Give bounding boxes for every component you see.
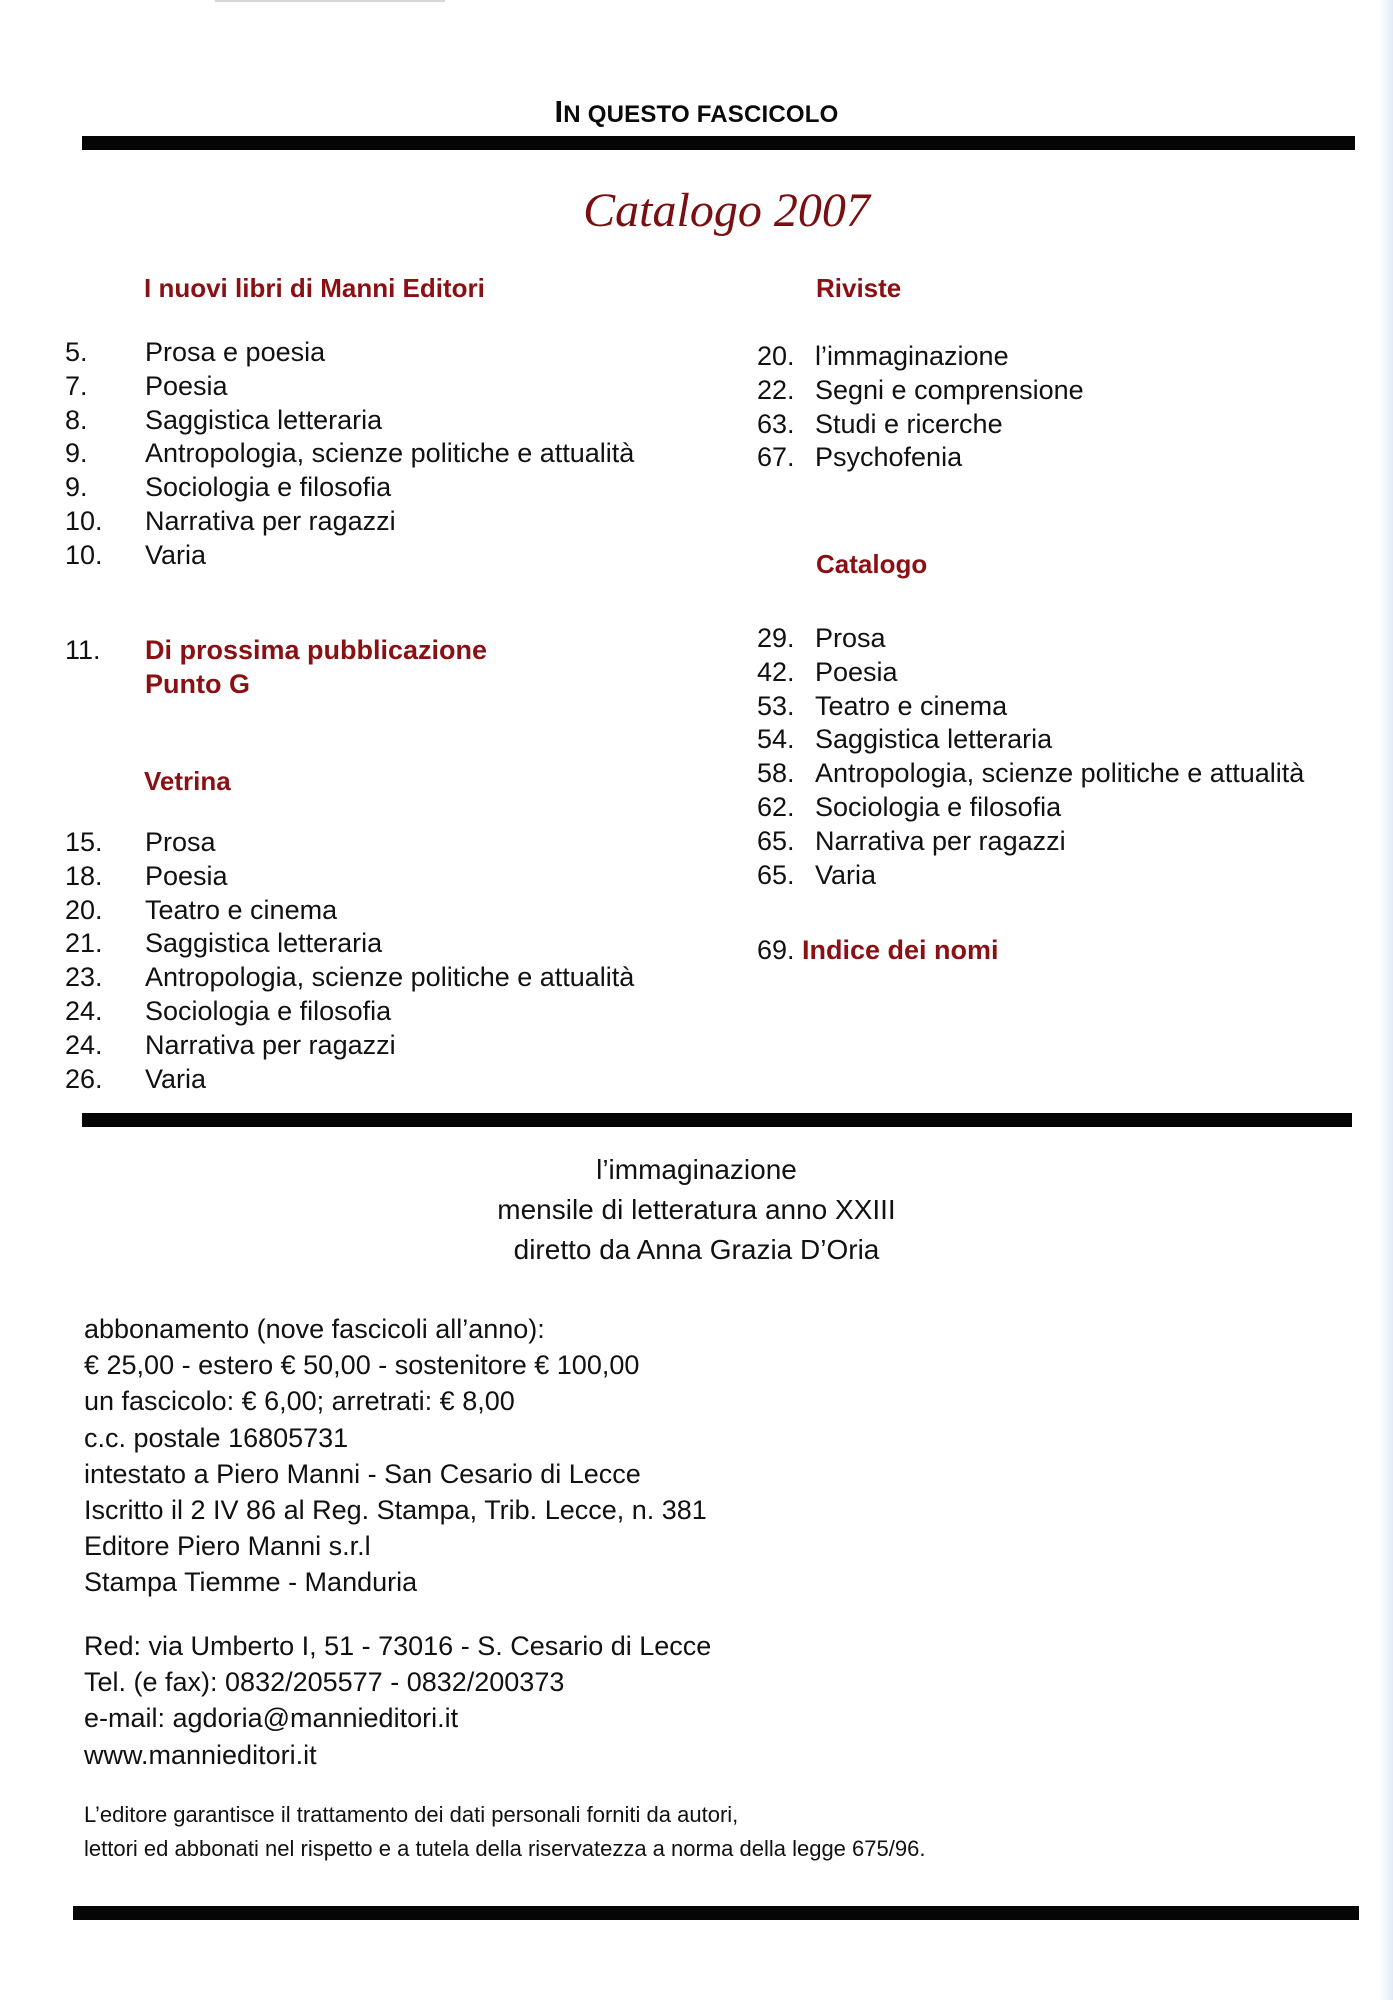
toc-label: Varia <box>145 539 207 570</box>
contact-info <box>84 1628 711 1773</box>
toc-label: Sociologia e filosofia <box>145 995 392 1026</box>
subscription-line: abbonamento (nove fascicoli all’anno): <box>84 1314 545 1344</box>
toc-page: 21. <box>65 928 103 959</box>
subscription-line: € 25,00 - estero € 50,00 - sostenitore € 100,00 <box>84 1350 640 1381</box>
toc-item-indice[interactable] <box>757 934 999 968</box>
toc-item[interactable] <box>757 757 1304 791</box>
heading-riviste: Riviste <box>816 273 902 303</box>
catalog-title: Catalogo 2007 <box>583 184 870 237</box>
toc-label: Poesia <box>815 656 898 687</box>
toc-page: 24. <box>65 1029 103 1060</box>
subscription-line: Stampa Tiemme - Manduria <box>84 1567 418 1598</box>
toc-item[interactable] <box>757 791 1304 825</box>
toc-label-indice: Indice dei nomi <box>802 935 999 965</box>
masthead-journal: l’immaginazione <box>596 1154 797 1185</box>
toc-page: 10. <box>65 505 103 536</box>
toc-item[interactable] <box>757 408 1084 442</box>
heading-vetrina: Vetrina <box>144 766 231 796</box>
privacy-line: lettori ed abbonati nel rispetto e a tutela della riservatezza a norma della legge 675/96. <box>84 1836 926 1861</box>
toc-page: 54. <box>757 724 795 755</box>
heading-nuovi-libri: I nuovi libri di Manni Editori <box>144 273 485 303</box>
toc-item[interactable] <box>65 1063 634 1097</box>
toc-label: Antropologia, scienze politiche e attualità <box>815 758 1305 789</box>
toc-label: Saggistica letteraria <box>145 928 383 959</box>
toc-label: Prosa <box>815 623 886 653</box>
toc-page: 69. <box>757 935 795 965</box>
toc-list-indice <box>757 934 999 968</box>
toc-label: Teatro e cinema <box>815 690 1008 721</box>
toc-item[interactable] <box>65 894 634 928</box>
toc-label: Segni e comprensione <box>815 374 1084 405</box>
toc-item-prossima[interactable] <box>65 634 487 668</box>
toc-page: 29. <box>757 623 795 653</box>
masthead <box>0 1150 1393 1270</box>
contact-email[interactable]: e-mail: agdoria@mannieditori.it <box>84 1703 459 1734</box>
privacy-line: L’editore garantisce il trattamento dei dati personali forniti da autori, <box>84 1802 739 1827</box>
toc-label: Antropologia, scienze politiche e attualità <box>145 438 635 469</box>
toc-list-vetrina <box>65 826 634 1096</box>
subscription-line: intestato a Piero Manni - San Cesario di Lecce <box>84 1458 641 1489</box>
toc-list-catalogo <box>757 622 1304 892</box>
page-title-n: N <box>563 101 581 128</box>
middle-divider <box>82 1113 1352 1127</box>
toc-item[interactable] <box>65 961 634 995</box>
toc-item[interactable] <box>65 1029 634 1063</box>
toc-page: 20. <box>65 894 103 925</box>
toc-label: Teatro e cinema <box>145 894 338 925</box>
toc-item[interactable] <box>757 859 1304 893</box>
page-title-rest: QUESTO FASCICOLO <box>587 101 839 128</box>
toc-item[interactable] <box>65 404 634 438</box>
toc-page: 63. <box>757 408 795 439</box>
toc-page: 62. <box>757 791 795 822</box>
toc-list-riviste <box>757 340 1084 475</box>
toc-page: 58. <box>757 758 795 789</box>
toc-page: 11. <box>65 635 101 665</box>
toc-page: 5. <box>65 337 88 367</box>
toc-page: 26. <box>65 1063 103 1094</box>
toc-label: Narrativa per ragazzi <box>145 505 396 536</box>
page-title-initial: I <box>554 94 564 129</box>
toc-page: 20. <box>757 341 795 371</box>
page-edge-shadow <box>1379 0 1393 2000</box>
toc-item[interactable] <box>65 539 634 573</box>
toc-page: 23. <box>65 962 103 993</box>
page-title <box>0 94 1393 130</box>
toc-item[interactable] <box>65 437 634 471</box>
toc-item[interactable] <box>65 370 634 404</box>
subscription-line: Iscritto il 2 IV 86 al Reg. Stampa, Trib. Lecce, n. 381 <box>84 1495 707 1526</box>
toc-item[interactable] <box>65 826 634 860</box>
toc-list-nuovi-libri <box>65 336 634 573</box>
toc-page: 67. <box>757 442 795 473</box>
toc-label: Varia <box>815 859 877 890</box>
bottom-divider <box>73 1906 1359 1920</box>
toc-label: Psychofenia <box>815 442 963 473</box>
toc-page: 9. <box>65 472 88 503</box>
toc-label: Prosa <box>145 827 216 857</box>
toc-page: 18. <box>65 860 103 891</box>
toc-label: Poesia <box>145 370 228 401</box>
contact-address: Red: via Umberto I, 51 - 73016 - S. Cesario di Lecce <box>84 1631 712 1661</box>
heading-catalogo: Catalogo <box>816 549 928 579</box>
toc-label: Saggistica letteraria <box>815 724 1053 755</box>
toc-page: 15. <box>65 827 103 857</box>
toc-page: 7. <box>65 370 88 401</box>
toc-label-prossima: Di prossima pubblicazione <box>145 635 488 665</box>
toc-item[interactable] <box>757 656 1304 690</box>
toc-item[interactable] <box>757 374 1084 408</box>
toc-label: Poesia <box>145 860 228 891</box>
subscription-line: Editore Piero Manni s.r.l <box>84 1531 371 1562</box>
toc-item[interactable] <box>757 340 1084 374</box>
subscription-line: c.c. postale 16805731 <box>84 1422 349 1453</box>
toc-item[interactable] <box>65 336 634 370</box>
toc-page: 65. <box>757 825 795 856</box>
toc-item[interactable] <box>757 723 1304 757</box>
toc-page: 53. <box>757 690 795 721</box>
toc-item[interactable] <box>65 471 634 505</box>
toc-item[interactable] <box>757 690 1304 724</box>
toc-label: Antropologia, scienze politiche e attualità <box>145 962 635 993</box>
toc-list-prossima <box>65 634 487 702</box>
toc-item-punto-g[interactable] <box>65 668 487 702</box>
contact-phone: Tel. (e fax): 0832/205577 - 0832/200373 <box>84 1667 565 1698</box>
toc-item[interactable] <box>757 441 1084 475</box>
toc-item[interactable] <box>65 505 634 539</box>
toc-label-punto-g: Punto G <box>145 668 250 699</box>
toc-item[interactable] <box>757 825 1304 859</box>
toc-label: Varia <box>145 1063 207 1094</box>
top-divider <box>82 136 1355 150</box>
subscription-info <box>84 1311 707 1601</box>
masthead-subtitle: mensile di letteratura anno XXIII <box>497 1194 896 1225</box>
toc-label: Sociologia e filosofia <box>815 791 1062 822</box>
toc-page: 9. <box>65 438 88 469</box>
toc-label: Saggistica letteraria <box>145 404 383 435</box>
toc-page: 42. <box>757 656 795 687</box>
toc-page: 22. <box>757 374 795 405</box>
subscription-line: un fascicolo: € 6,00; arretrati: € 8,00 <box>84 1386 515 1417</box>
toc-item[interactable] <box>65 927 634 961</box>
masthead-director: diretto da Anna Grazia D’Oria <box>513 1234 880 1265</box>
toc-label: Sociologia e filosofia <box>145 472 392 503</box>
toc-item[interactable] <box>65 860 634 894</box>
toc-page: 24. <box>65 995 103 1026</box>
toc-page: 10. <box>65 539 103 570</box>
toc-item[interactable] <box>757 622 1304 656</box>
toc-label: Narrativa per ragazzi <box>145 1029 396 1060</box>
toc-label: Prosa e poesia <box>145 337 326 367</box>
toc-label: l’immaginazione <box>815 341 1009 371</box>
scan-artifact <box>215 0 445 2</box>
toc-label: Studi e ricerche <box>815 408 1003 439</box>
toc-item[interactable] <box>65 995 634 1029</box>
privacy-notice <box>84 1798 925 1866</box>
contact-website[interactable]: www.mannieditori.it <box>84 1739 317 1770</box>
toc-label: Narrativa per ragazzi <box>815 825 1066 856</box>
toc-page: 65. <box>757 859 795 890</box>
toc-page: 8. <box>65 404 88 435</box>
